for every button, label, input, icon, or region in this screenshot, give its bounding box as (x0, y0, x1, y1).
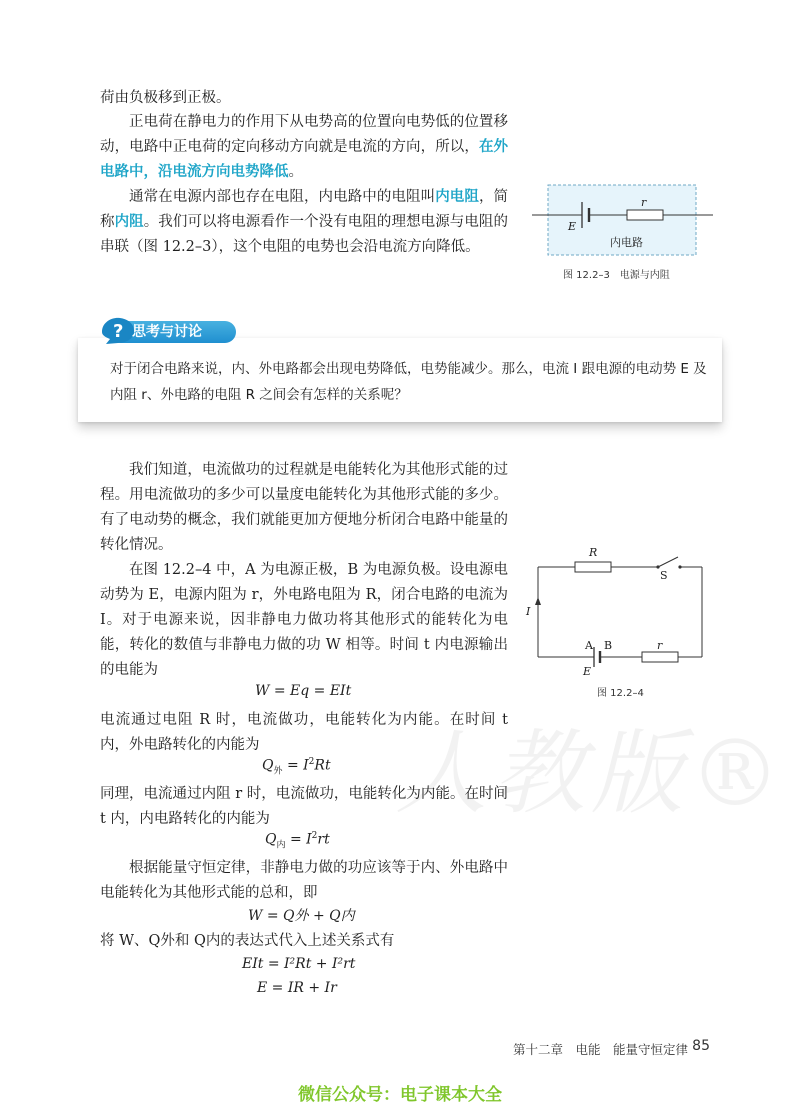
fig4-label-R: R (589, 546, 598, 559)
paragraph-2-end: 。 (288, 164, 303, 180)
paragraph-5: 在图 12.2–4 中，A 为电源正极，B 为电源负极。设电源电动势为 E，电源内阻为 r，外电路电阻为 R，闭合电路的电流为 I。对于电源来说，因非静电力做功将其他形式的能转化为电能，转化的数值与非静电力做的功 W 相等。时间 t 内电源输出的电能为 (100, 562, 508, 678)
equation-result: E = IR + Ir (257, 980, 337, 996)
paragraph-4: 我们知道，电流做功的过程就是电能转化为其他形式能的过程。用电流做功的多少可以量度电能转化为其他形式能的多少。有了电动势的概念，我们就能更加方便地分析闭合电路中能量的转化情况。 (100, 462, 508, 553)
fig4-label-A: A (585, 639, 593, 652)
fig3-label-inner-circuit: 内电路 (610, 236, 643, 249)
equation-q-outer (262, 757, 331, 776)
think-discuss-question: 对于闭合电路来说，内、外电路都会出现电势降低，电势能减少。那么，电流 I 跟电源的电动势 E 及内阻 r、外电路的电阻 R 之间会有怎样的关系呢？ (110, 361, 707, 403)
eq3-tail: rt (317, 831, 330, 848)
eq3-sup: 2 (311, 831, 318, 841)
eq3-rhs: = I (289, 831, 312, 848)
eq2-q: Q (262, 757, 274, 774)
equation-substituted: EIt = I²Rt + I²rt (242, 956, 356, 972)
fig4-label-B: B (604, 639, 613, 652)
paragraph-8: 根据能量守恒定律，非静电力做的功应该等于内、外电路中电能转化为其他形式能的总和，即 (100, 860, 508, 901)
eq2-sup: 2 (308, 757, 315, 767)
fig3-caption: 图 12.2–3 电源与内阻 (563, 270, 670, 281)
fig3-label-E: E (568, 220, 577, 233)
circuit-diagram-internal-resistance (530, 182, 715, 262)
wechat-watermark: 微信公众号：电子课本大全 (298, 1085, 502, 1105)
eq2-rhs: = I (286, 757, 309, 774)
page-number: 85 (692, 1038, 710, 1054)
svg-text:?: ? (113, 321, 124, 342)
think-discuss-header (98, 314, 248, 346)
paragraph-1: 荷由负极移到正极。 (100, 90, 231, 106)
paragraph-3-text-a: 通常在电源内部也存在电阻，内电路中的电阻叫 (129, 189, 436, 205)
paragraph-7: 同理，电流通过内阻 r 时，电流做功，电能转化为内能。在时间 t 内，内电路转化的内能为 (100, 786, 508, 827)
fig4-label-r: r (657, 639, 663, 652)
paragraph-3-text-b: ，简称 (100, 189, 509, 230)
equation-energy-conservation: W = Q外 + Q内 (248, 908, 355, 924)
fig4-label-S: S (660, 569, 668, 582)
paragraph-3-text-c: 。我们可以将电源看作一个没有电阻的理想电源与电阻的串联（图 12.2–3），这个电阻的电势也会沿电流方向降低。 (100, 214, 509, 255)
think-discuss-title: 思考与讨论 (132, 324, 202, 340)
fig4-label-I: I (526, 605, 531, 618)
paragraph-6: 电流通过电阻 R 时，电流做功，电能转化为内能。在时间 t 内，外电路转化的内能为 (100, 712, 508, 753)
fig3-label-r: r (641, 196, 647, 209)
circuit-diagram-closed-loop (530, 545, 715, 685)
paragraph-3 (100, 185, 508, 260)
paragraph-9: 将 W、Q外和 Q内的表达式代入上述关系式有 (100, 933, 395, 949)
fig4-label-E: E (583, 665, 592, 678)
figure-12-2-4 (526, 545, 715, 685)
fig4-caption: 图 12.2–4 (597, 688, 644, 699)
equation-electric-energy: W = Eq = EIt (255, 683, 352, 699)
eq3-sub: 内 (276, 840, 286, 851)
equation-q-inner (265, 831, 330, 850)
term-internal-r-short: 内阻 (114, 214, 144, 230)
eq2-sub: 外 (273, 766, 283, 777)
eq3-q: Q (265, 831, 277, 848)
paragraph-2-text: 正电荷在静电力的作用下从电势高的位置向电势低的位置移动，电路中正电荷的定向移动方向就是电流的方向，所以， (100, 114, 508, 155)
term-internal-resistance: 内电阻 (435, 189, 479, 205)
footer-chapter-title: 第十二章 电能 能量守恒定律 (512, 1042, 688, 1057)
eq2-tail: Rt (314, 757, 331, 774)
paragraph-2 (100, 110, 508, 185)
publisher-watermark-logo: 人教版® (395, 720, 788, 827)
figure-12-2-3 (530, 182, 715, 262)
key-conclusion-highlight: 在外电路中，沿电流方向电势降低 (100, 139, 509, 180)
